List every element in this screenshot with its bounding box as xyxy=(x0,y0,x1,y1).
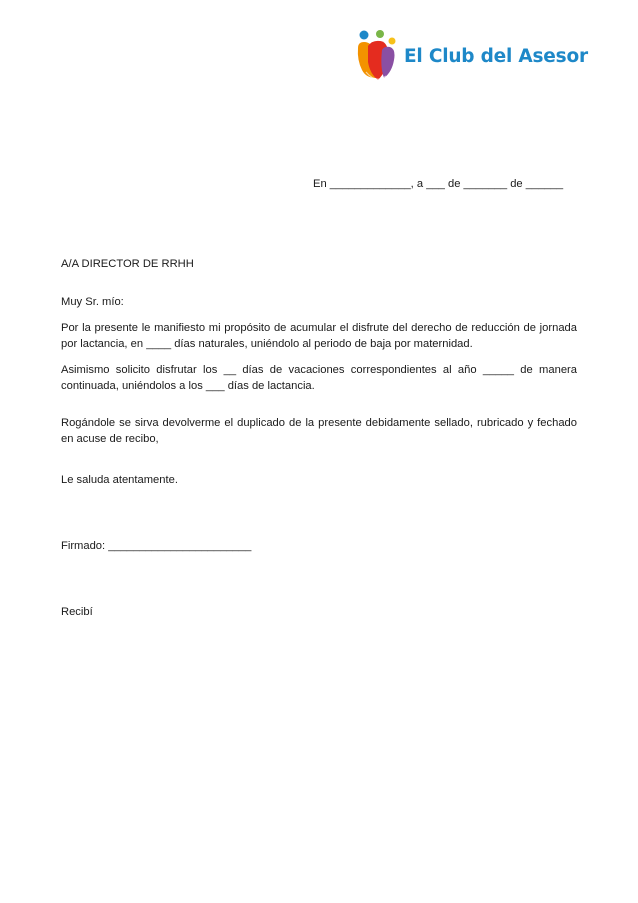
paragraph-acuse: Rogándole se sirva devolverme el duplicado de la presente debidamente sellado, rubricado y fechado en acuse de recibo, xyxy=(61,417,577,445)
salutation: Muy Sr. mío: xyxy=(61,296,124,308)
closing: Le saluda atentamente. xyxy=(61,474,178,486)
paragraph-vacaciones: Asimismo solicito disfrutar los __ días de vacaciones correspondientes al año _____ de manera continuada, uniéndolos a los ___ días de lactancia. xyxy=(61,364,577,392)
received-label: Recibí xyxy=(61,606,93,618)
logo-text: El Club del Asesor xyxy=(404,45,588,67)
date-line: En _____________, a ___ de _______ de ______ xyxy=(313,178,564,190)
paragraph-lactancia: Por la presente le manifiesto mi propósito de acumular el disfrute del derecho de reducción de jornada por lactancia, en ____ días naturales, uniéndolo al periodo de baja por maternidad. xyxy=(61,322,577,350)
club-people-icon xyxy=(354,28,400,84)
recipient: A/A DIRECTOR DE RRHH xyxy=(61,258,194,270)
company-logo xyxy=(354,28,588,84)
signature-line: Firmado: _______________________ xyxy=(61,540,252,552)
